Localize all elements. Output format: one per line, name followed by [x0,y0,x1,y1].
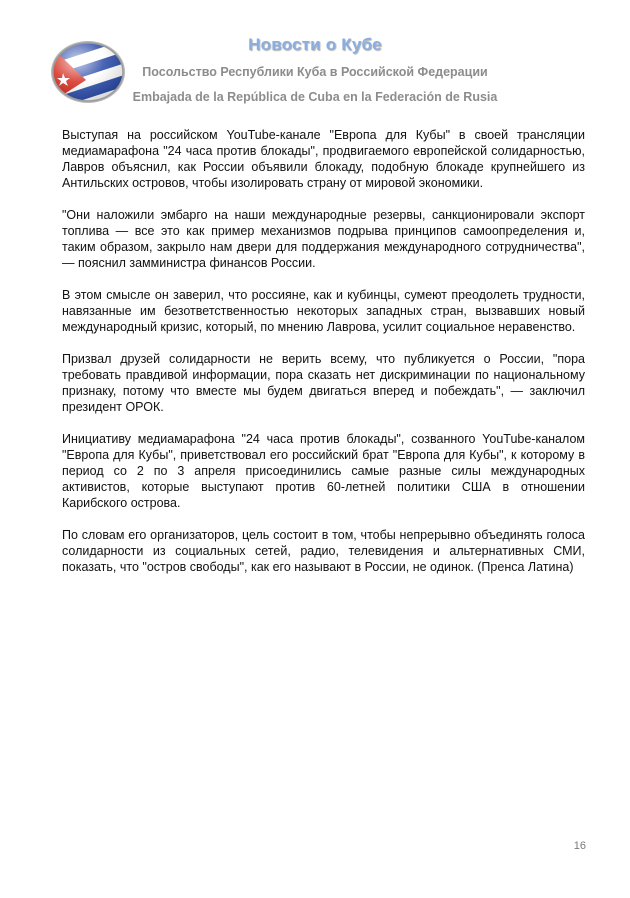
paragraph: В этом смысле он заверил, что россияне, как и кубинцы, сумеют преодолеть трудности, навязанные им безответственностью некоторых западных стран, вызвавших новый международный кризис, который, по мнению Лаврова, усилит социальное неравенство. [62,288,585,334]
page-title: Новости о Кубе [248,35,382,54]
paragraph: "Они наложили эмбарго на наши международные резервы, санкционировали экспорт топлива — все это как пример механизмов подрыва принципов самоопределения и, таким образом, закрыло нам двери для поддержания международного сотрудничества", — пояснил замминистра финансов России. [62,208,585,270]
article-body [62,127,585,591]
paragraph: Призвал друзей солидарности не верить всему, что публикуется о России, "пора требовать правдивой информации, пора сказать нет дискриминации по национальному признаку, потому что вместе мы будем двигаться вперед и побеждать", — заключил президент ОРОК. [62,352,585,414]
embassy-name-spanish: Embajada de la República de Cuba en la Federación de Rusia [132,90,498,104]
page-number: 16 [573,840,586,852]
paragraph: Инициативу медиамарафона "24 часа против блокады", созванного YouTube-каналом "Европа для Кубы", приветствовал его российский брат "Европа для Кубы", к которому в период со 2 по 3 апреля присоединились самые разные силы международных активистов, которые выступают против 60-летней политики США в отношении Карибского острова. [62,432,585,510]
paragraph: Выступая на российском YouTube-канале "Европа для Кубы" в своей трансляции медиамарафона "24 часа против блокады", продвигаемого европейской солидарностью, Лавров объяснил, как России объявили блокаду, подобную блокаде крупнейшего из Антильских островов, чтобы изолировать страну от мировой экономики. [62,128,585,190]
paragraph: По словам его организаторов, цель состоит в том, чтобы непрерывно объединять голоса солидарности из социальных сетей, радио, телевидения и альтернативных СМИ, показать, что "остров свободы", как его называют в России, не одинок. (Пренса Латина) [62,528,585,574]
embassy-name-russian: Посольство Республики Куба в Российской Федерации [142,65,488,79]
page-header [0,0,630,120]
